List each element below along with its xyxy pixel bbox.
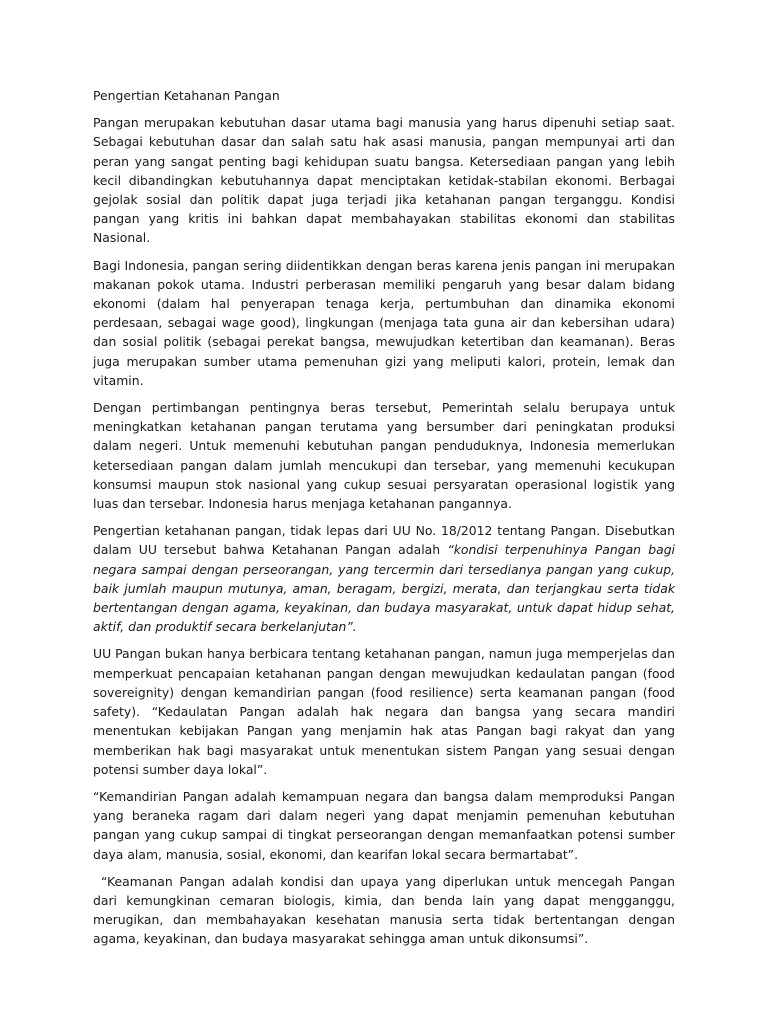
document-title: Pengertian Ketahanan Pangan xyxy=(93,88,280,103)
document-body xyxy=(93,86,675,957)
paragraph-2: Bagi Indonesia, pangan sering diidentikkan dengan beras karena jenis pangan ini merupakan makanan pokok utama. Industri perberasan memiliki pengaruh yang besar dalam bidang ekonomi (dalam hal penyerapan tenaga kerja, pertumbuhan dan dinamika ekonomi perdesaan, sebagai wage good), lingkungan (menjaga tata guna air dan kebersihan udara) dan sosial politik (sebagai perekat bangsa, mewujudkan ketertiban dan keamanan). Beras juga merupakan sumber utama pemenuhan gizi yang meliputi kalori, protein, lemak dan vitamin. xyxy=(93,257,675,388)
paragraph-5: UU Pangan bukan hanya berbicara tentang ketahanan pangan, namun juga memperjelas dan memperkuat pencapaian ketahanan pangan dengan mewujudkan kedaulatan pangan (food sovereignity) dengan kemandirian pangan (food resilience) serta keamanan pangan (food safety). “Kedaulatan Pangan adalah hak negara dan bangsa yang secara mandiri menentukan kebijakan Pangan yang menjamin hak atas Pangan bagi rakyat dan yang memberikan hak bagi masyarakat untuk menentukan sistem Pangan yang sesuai dengan potensi sumber daya lokal”. xyxy=(93,646,675,777)
paragraph-6: “Kemandirian Pangan adalah kemampuan negara dan bangsa dalam memproduksi Pangan yang beraneka ragam dari dalam negeri yang dapat menjamin pemenuhan kebutuhan pangan yang cukup sampai di tingkat perseorangan dengan memanfaatkan potensi sumber daya alam, manusia, sosial, ekonomi, dan kearifan lokal secara bermartabat”. xyxy=(93,788,675,862)
paragraph-4 xyxy=(93,521,675,636)
paragraph-4-lead: Pengertian ketahanan pangan, tidak lepas dari UU No. 18/2012 tentang Pangan. Disebutkan dalam UU tersebut bahwa Ketahanan Pangan adalah xyxy=(93,523,675,558)
paragraph-7: “Keamanan Pangan adalah kondisi dan upaya yang diperlukan untuk mencegah Pangan dari kemungkinan cemaran biologis, kimia, dan benda lain yang dapat mengganggu, merugikan, dan membahayakan kesehatan manusia serta tidak bertentangan dengan agama, keyakinan, dan budaya masyarakat sehingga aman untuk dikonsumsi”. xyxy=(93,873,675,947)
paragraph-1: Pangan merupakan kebutuhan dasar utama bagi manusia yang harus dipenuhi setiap saat. Sebagai kebutuhan dasar dan salah satu hak asasi manusia, pangan mempunyai arti dan peran yang sangat penting bagi kehidupan suatu bangsa. Ketersediaan pangan yang lebih kecil dibandingkan kebutuhannya dapat menciptakan ketidak-stabilan ekonomi. Berbagai gejolak sosial dan politik dapat juga terjadi jika ketahanan pangan terganggu. Kondisi pangan yang kritis ini bahkan dapat membahayakan stabilitas ekonomi dan stabilitas Nasional. xyxy=(93,115,675,246)
paragraph-4-quote: “kondisi terpenuhinya Pangan bagi negara sampai dengan perseorangan, yang tercermin dari tersedianya pangan yang cukup, baik jumlah maupun mutunya, aman, beragam, bergizi, merata, dan terjangkau serta tidak bertentangan dengan agama, keyakinan, dan budaya masyarakat, untuk dapat hidup sehat, aktif, dan produktif secara berkelanjutan”. xyxy=(93,542,676,635)
paragraph-3: Dengan pertimbangan pentingnya beras tersebut, Pemerintah selalu berupaya untuk meningkatkan ketahanan pangan terutama yang bersumber dari peningkatan produksi dalam negeri. Untuk memenuhi kebutuhan pangan penduduknya, Indonesia memerlukan ketersediaan pangan dalam jumlah mencukupi dan tersebar, yang memenuhi kecukupan konsumsi maupun stok nasional yang cukup sesuai persyaratan operasional logistik yang luas dan tersebar. Indonesia harus menjaga ketahanan pangannya. xyxy=(93,400,675,512)
